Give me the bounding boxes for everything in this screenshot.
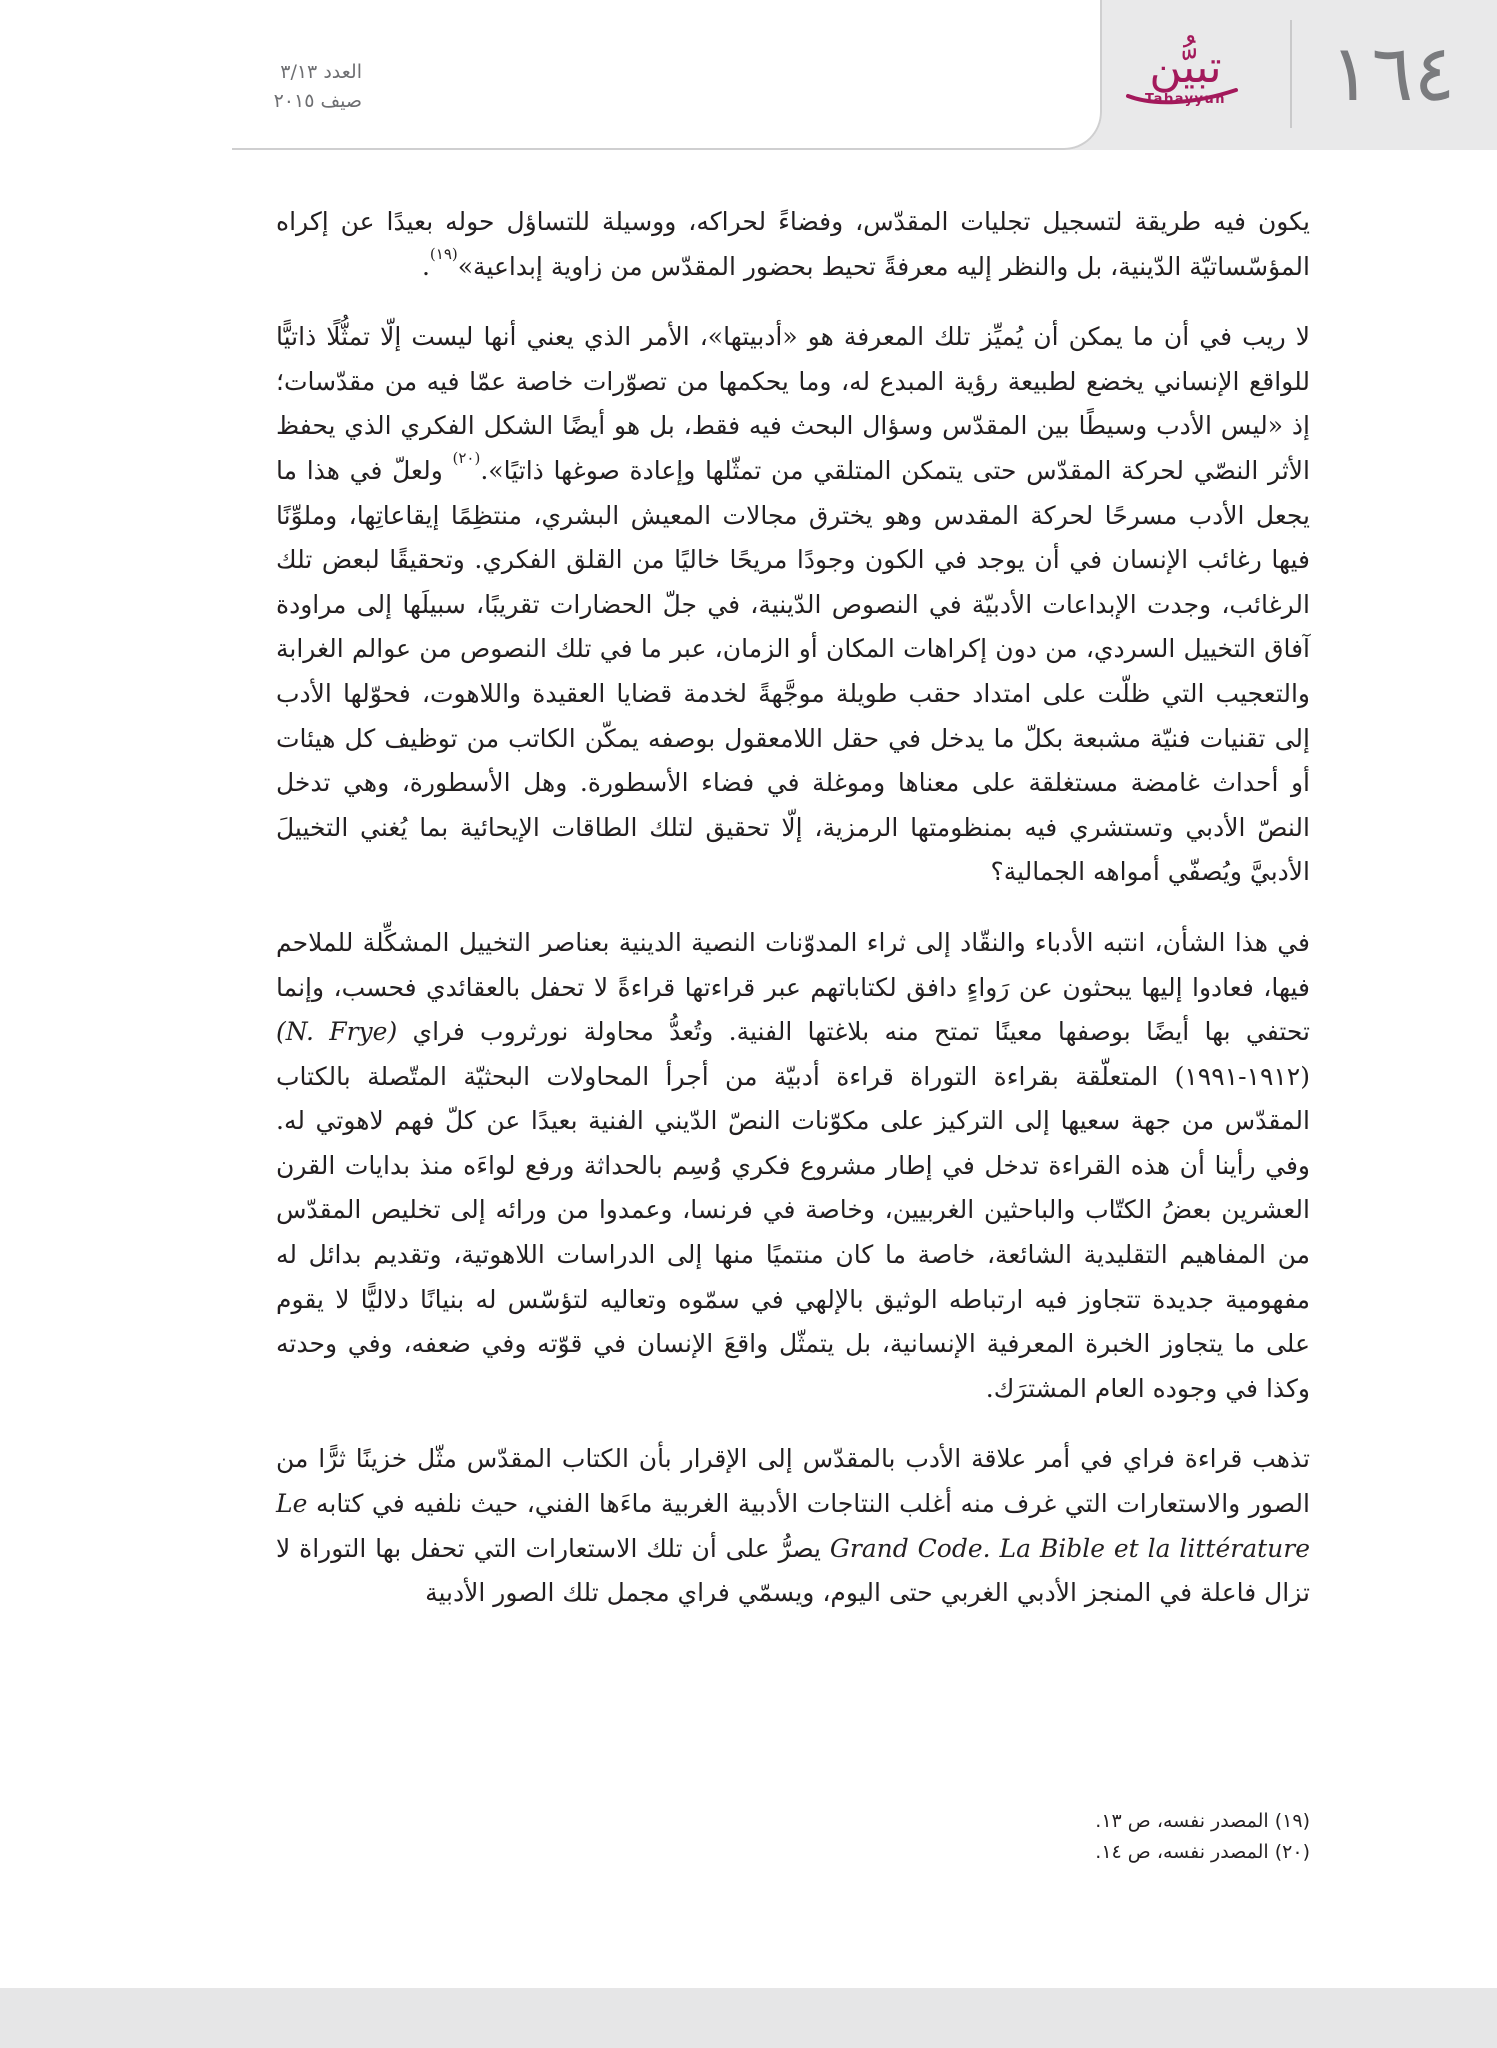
article-body — [276, 200, 1310, 1642]
header-frame — [232, 0, 1102, 150]
header-divider — [1290, 20, 1292, 128]
paragraph-1 — [276, 200, 1310, 289]
paragraph-4-text-a: تذهب قراءة فراي في أمر علاقة الأدب بالمقدّس إلى الإقرار بأن الكتاب المقدّس مثّل خزينًا ثرًّا من الصور والاستعارات التي غرف منه أغلب النتاجات الأدبية الغربية ماءَها الفني، حيث نلفيه في كتابه — [276, 1444, 1310, 1519]
book-title-latin: Le Grand Code. La Bible et la littérature — [276, 1489, 1310, 1563]
paragraph-1-end: . — [421, 251, 430, 281]
paragraph-4 — [276, 1437, 1310, 1615]
footnote-ref-20[interactable]: (٢٠) — [452, 448, 481, 467]
issue-number: العدد ٣/١٣ — [280, 61, 362, 83]
footer-band — [0, 1988, 1497, 2048]
issue-season: صيف ٢٠١٥ — [273, 90, 362, 112]
paragraph-3 — [276, 921, 1310, 1412]
logo-swoosh-icon — [1124, 70, 1254, 110]
paragraph-2-text-b: ولعلّ في هذا ما يجعل الأدب مسرحًا لحركة المقدس وهو يخترق مجالات المعيش البشري، منتظِمًا إيقاعاتِها، وملوِّنًا فيها رغائب الإنسان في أن يوجد في الكون وجودًا مريحًا خاليًا من القلق الفكري. وتحقيقًا لبعض تلك الرغائب، وجدت الإبداعات الأدبيّة في النصوص الدّينية، في جلّ الحضارات تقريبًا، سبيلَها إلى مراودة آفاق التخييل السردي، من دون إكراهات المكان أو الزمان، عبر ما في تلك النصوص من عوالم الغرابة والتعجيب التي ظلّت على امتداد حقب طويلة موجَّهةً لخدمة قضايا العقيدة واللاهوت، فحوّلها الأدب إلى تقنيات فنيّة مشبعة بكلّ ما يدخل في حقل اللامعقول بوصفه يمكّن الكاتب من توظيف كل هيئات أو أحداث غامضة مستغلقة على معناها وموغلة في فضاء الأسطورة. وهل الأسطورة، وهي تدخل النصّ الأدبي وتستشري فيه بمنظومتها الرمزية، إلّا تحقيق لتلك الطاقات الإيحائية بما يُغني التخييلَ الأدبيَّ ويُصفّي أمواهه الجمالية؟ — [276, 455, 1310, 887]
paragraph-2-text-a: لا ريب في أن ما يمكن أن يُميِّز تلك المعرفة هو «أدبيتها»، الأمر الذي يعني أنها ليست إلّا تمثُّلًا ذاتيًّا للواقع الإنساني يخضع لطبيعة رؤية المبدع له، وما يحكمها من تصوّرات خاصة عمّا فيه من مقدّسات؛ إذ «ليس الأدب وسيطًا بين المقدّس وسؤال البحث فيه فقط، بل هو أيضًا الشكل الفكري الذي يحفظ الأثر النصّي لحركة المقدّس حتى يتمكن المتلقي من تمثّلها وإعادة صوغها ذاتيًا». — [276, 322, 1310, 485]
paragraph-4-text-b: يصرُّ على أن تلك الاستعارات التي تحفل بها التوراة لا تزال فاعلة في المنجز الأدبي الغربي حتى اليوم، ويسمّي فراي مجمل تلك الصور الأدبية — [276, 1533, 1310, 1608]
logo-arabic-text: تبيُّن — [1149, 42, 1222, 93]
footnote-ref-19[interactable]: (١٩) — [429, 244, 458, 263]
footnotes — [276, 1806, 1310, 1868]
page-number: ١٦٤ — [1329, 29, 1456, 119]
paragraph-3-text-b: (١٩١٢-١٩٩١) المتعلّقة بقراءة التوراة قراءة أدبيّة من أجرأ المحاولات البحثيّة المتّصلة بالكتاب المقدّس من جهة سعيها إلى التركيز على مكوّنات النصّ الدّيني الفنية بعيدًا عن كلّ فهم لاهوتي له. وفي رأينا أن هذه القراءة تدخل في إطار مشروع فكري وُسِم بالحداثة ورفع لواءَه منذ بدايات القرن العشرين بعضُ الكتّاب والباحثين الغربيين، وخاصة في فرنسا، وعمدوا من ورائه إلى تخليص المقدّس من المفاهيم التقليدية الشائعة، خاصة ما كان منتميًا منها إلى الدراسات اللاهوتية، وتقديم بدائل له مفهومية جديدة تتجاوز فيه ارتباطه الوثيق بالإلهي في سمّوه وتعاليه لتؤسّس له بنيانًا دلاليًّا لا يقوم على ما يتجاوز الخبرة المعرفية الإنسانية، بل يتمثّل واقعَ الإنسان في قوّته وفي ضعفه، وفي وحدته وكذا في وجوده العام المشترَك. — [276, 1061, 1310, 1403]
paragraph-3-text-a: في هذا الشأن، انتبه الأدباء والنقّاد إلى ثراء المدوّنات النصية الدينية بعناصر التخييل المشكِّلة للملاحم فيها، فعادوا إليها يبحثون عن رَواءٍ دافق لكتاباتهم عبر قراءتها قراءةً لا تحفل بالعقائدي فحسب، وإنما تحتفي بها أيضًا بوصفها معينًا تمتح منه بلاغتها الفنية. وتُعدُّ محاولة نورثروب فراي — [276, 927, 1310, 1047]
logo-latin-text: Tabayyun — [1144, 92, 1227, 107]
frye-latin-name: (N. Frye) — [276, 1017, 398, 1047]
issue-info — [262, 58, 362, 116]
footnote-20: (٢٠) المصدر نفسه، ص ١٤. — [1095, 1841, 1310, 1863]
footnote-19: (١٩) المصدر نفسه، ص ١٣. — [1095, 1810, 1310, 1832]
paragraph-2 — [276, 315, 1310, 895]
paragraph-1-text: يكون فيه طريقة لتسجيل تجليات المقدّس، وفضاءً لحراكه، ووسيلة للتساؤل حوله بعيدًا عن إكراه المؤسّساتيّة الدّينية، بل والنظر إليه معرفةً تحيط بحضور المقدّس من زاوية إبداعية» — [276, 207, 1310, 281]
